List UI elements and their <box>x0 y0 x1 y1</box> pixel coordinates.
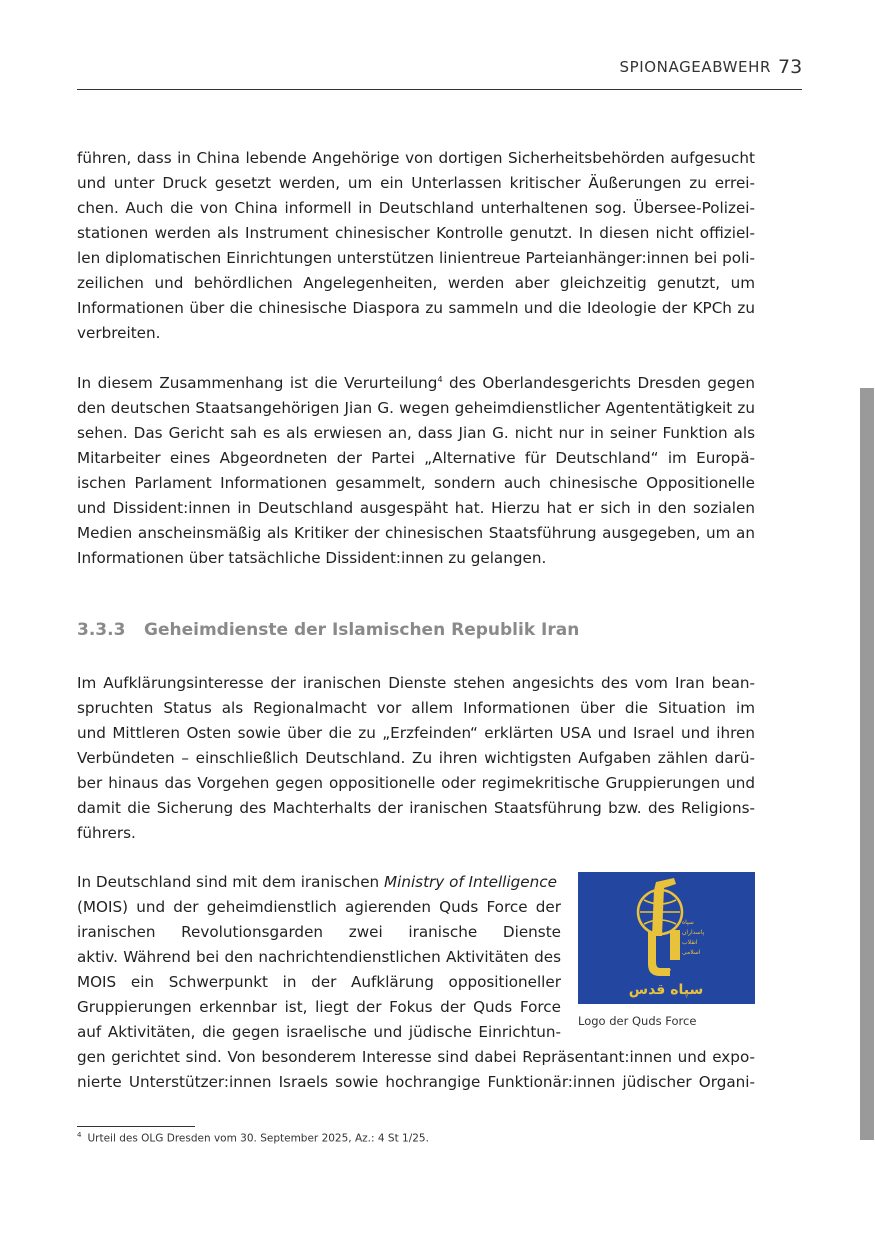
text-line: gen gerichtet sind. Von besonderem Interesse sind dabei Repräsentant:innen und expo- <box>77 1048 755 1066</box>
footnote-text: Urteil des OLG Dresden vom 30. September 2025, Az.: 4 St 1/25. <box>87 1132 429 1145</box>
text-line: len diplomatischen Einrichtungen unterstützen linientreue Parteianhänger:innen bei poli- <box>77 249 755 267</box>
text-line: und Dissident:innen in Deutschland ausgespäht hat. Hierzu hat er sich in den sozialen <box>77 499 755 517</box>
footnote-mark: 4 <box>77 1131 82 1139</box>
text-line: aktiv. Während bei den nachrichtendienstlichen Aktivitäten des <box>77 948 561 966</box>
text-line: den deutschen Staatsangehörigen Jian G. wegen geheimdienstlicher Agententätigkeit zu <box>77 399 755 417</box>
text-line: ber hinaus das Vorgehen gegen oppositionelle oder regimekritische Gruppierungen und <box>77 774 755 792</box>
section-heading <box>77 620 579 640</box>
text-line: stationen werden als Instrument chinesischer Kontrolle genutzt. In diesen nicht offiziel- <box>77 224 755 242</box>
paragraph-4-wide <box>77 1045 755 1095</box>
figure-caption: Logo der Quds Force <box>578 1014 697 1028</box>
footnote-rule <box>77 1126 195 1127</box>
text-line: und Mittleren Osten sowie über die zu „Erzfeinden“ erklärten USA und Israel und ihren <box>77 724 755 742</box>
text-line: MOIS ein Schwerpunkt in der Aufklärung oppositioneller <box>77 973 561 991</box>
text-line: Medien anscheinsmäßig als Kritiker der chinesischen Staatsführung ausgegeben, um an <box>77 524 755 542</box>
footnote <box>77 1131 429 1145</box>
text-line: zeilichen und behördlichen Angelegenheiten, werden aber gleichzeitig genutzt, um <box>77 274 755 292</box>
quds-force-emblem-icon <box>578 872 755 1004</box>
text-run: In Deutschland sind mit dem iranischen <box>77 873 384 891</box>
section-number: 3.3.3 <box>77 620 126 640</box>
text-line <box>77 870 561 895</box>
page-number: 73 <box>778 56 803 78</box>
text-line: Informationen über die chinesische Diaspora zu sammeln und die Ideologie der KPCh zu <box>77 299 755 317</box>
footnote-reference[interactable]: 4 <box>437 374 443 384</box>
running-header-title: SPIONAGEABWEHR <box>619 58 771 76</box>
text-line: spruchten Status als Regionalmacht vor allem Informationen über die Situation im <box>77 699 755 717</box>
text-line: Im Aufklärungsinteresse der iranischen Dienste stehen angesichts des vom Iran bean- <box>77 674 755 692</box>
text-run: des Oberlandesgerichts Dresden gegen <box>442 374 755 392</box>
text-line: auf Aktivitäten, die gegen israelische und jüdische Einrichtun- <box>77 1023 561 1041</box>
text-line: Verbündeten – einschließlich Deutschland. Zu ihren wichtigsten Aufgaben zählen darü- <box>77 749 755 767</box>
text-line: (MOIS) und der geheimdienstlich agierenden Quds Force der <box>77 898 561 916</box>
logo-bottom-text: سپاه قدس <box>628 982 704 998</box>
text-line: sehen. Das Gericht sah es als erwiesen an, dass Jian G. nicht nur in seiner Funktion als <box>77 424 755 442</box>
paragraph-1 <box>77 146 755 346</box>
paragraph-3 <box>77 671 755 846</box>
paragraph-2 <box>77 371 755 571</box>
logo-text-line: اسلامی <box>682 949 701 956</box>
chapter-side-tab <box>860 388 874 1140</box>
text-line: Informationen über tatsächliche Dissident:innen zu gelangen. <box>77 549 547 567</box>
text-line: verbreiten. <box>77 324 161 342</box>
text-run: In diesem Zusammenhang ist die Verurteilung <box>77 374 438 392</box>
section-title: Geheimdienste der Islamischen Republik Iran <box>144 620 580 640</box>
text-line: iranischen Revolutionsgarden zwei iranische Dienste <box>77 923 561 941</box>
text-line: Gruppierungen erkennbar ist, liegt der Fokus der Quds Force <box>77 998 561 1016</box>
text-line: führers. <box>77 824 136 842</box>
quds-force-logo <box>578 872 755 1004</box>
logo-text-line: انقلاب <box>682 939 698 946</box>
text-line: damit die Sicherung des Machterhalts der iranischen Staatsführung bzw. des Religions- <box>77 799 755 817</box>
logo-text-line: پاسداران <box>682 929 705 936</box>
text-line: ischen Parlament Informationen gesammelt, sondern auch chinesische Oppositionelle <box>77 474 755 492</box>
text-line <box>77 371 755 396</box>
text-line: führen, dass in China lebende Angehörige von dortigen Sicherheitsbehörden aufgesucht <box>77 149 755 167</box>
text-line: nierte Unterstützer:innen Israels sowie hochrangige Funktionär:innen jüdischer Organi- <box>77 1073 755 1091</box>
text-line: und unter Druck gesetzt werden, um ein Unterlassen kritischer Äußerungen zu errei- <box>77 174 755 192</box>
text-line: chen. Auch die von China informell in Deutschland unterhaltenen sog. Übersee-Polizei- <box>77 199 755 217</box>
logo-text-line: سپاه <box>682 919 694 926</box>
header-rule <box>77 89 802 90</box>
text-line: Mitarbeiter eines Abgeordneten der Partei „Alternative für Deutschland“ im Europä- <box>77 449 755 467</box>
paragraph-4-narrow <box>77 870 561 1045</box>
text-run-italic: Ministry of Intelligence <box>384 873 557 891</box>
logo-year-text: ۱۳۵۷ <box>654 967 672 976</box>
